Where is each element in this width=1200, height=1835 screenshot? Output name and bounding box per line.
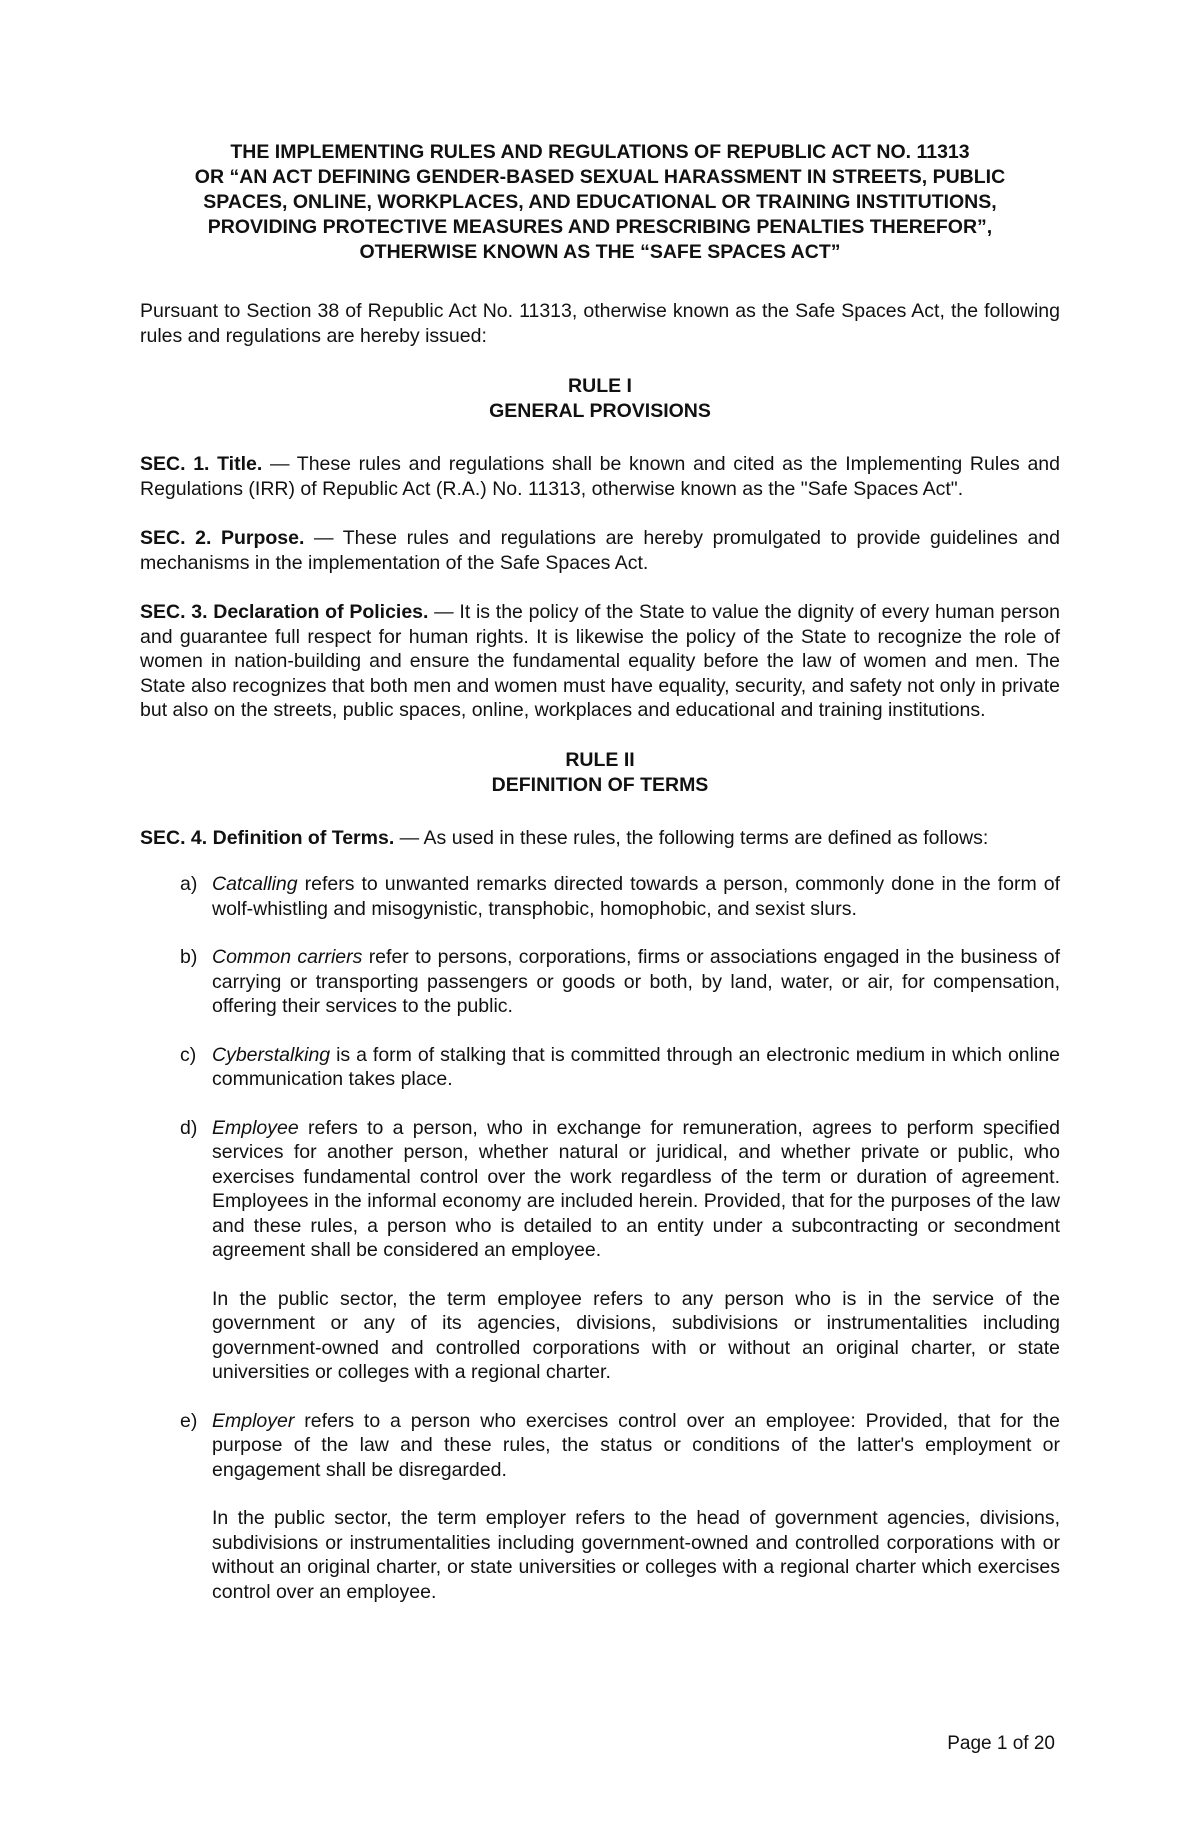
- section-text: — These rules and regulations are hereby promulgated to provide guidelines and mechanisms in the implementation of the Safe Spaces Act.: [140, 527, 1060, 574]
- definition-subparagraph: In the public sector, the term employee refers to any person who is in the service of the government or any of its agencies, divisions, subdivisions or instrumentalities including government-owned and controlled corporations with or without an original charter, or state universities or colleges with a regional charter.: [212, 1287, 1060, 1383]
- list-marker: e): [180, 1409, 198, 1432]
- definition-item: [140, 1409, 1060, 1605]
- section-1: [140, 452, 1060, 501]
- definition-item: [140, 872, 1060, 921]
- definition-item: [140, 1116, 1060, 1385]
- section-text: — As used in these rules, the following terms are defined as follows:: [394, 826, 989, 849]
- definition-body: is a form of stalking that is committed through an electronic medium in which online communication takes place.: [212, 1043, 1060, 1090]
- section-2: [140, 526, 1060, 575]
- section-text: — These rules and regulations shall be known and cited as the Implementing Rules and Regulations (IRR) of Republic Act (R.A.) No. 11313, otherwise known as the "Safe Spaces Act".: [140, 453, 1060, 500]
- definition-text: [212, 1116, 1060, 1263]
- section-heading: SEC. 1. Title.: [140, 453, 263, 475]
- section-3: [140, 600, 1060, 723]
- rule-name: GENERAL PROVISIONS: [489, 400, 711, 422]
- list-marker: c): [180, 1043, 197, 1066]
- definition-subparagraph: In the public sector, the term employer refers to the head of government agencies, divisions, subdivisions or instrumentalities including government-owned and controlled corporations with or without an original charter, or state universities or colleges with a regional charter which exercises control over an employee.: [212, 1507, 1060, 1603]
- list-marker: d): [180, 1116, 198, 1139]
- title-line: THE IMPLEMENTING RULES AND REGULATIONS OF REPUBLIC ACT NO. 11313: [230, 141, 970, 163]
- title-line: OR “AN ACT DEFINING GENDER-BASED SEXUAL HARASSMENT IN STREETS, PUBLIC: [194, 166, 1006, 188]
- section-4: [140, 826, 1060, 851]
- rule-number: RULE II: [565, 748, 635, 771]
- rule-number: RULE I: [568, 375, 632, 397]
- intro-paragraph: Pursuant to Section 38 of Republic Act No. 11313, otherwise known as the Safe Spaces Act, the following rules and regulations are hereby issued:: [140, 300, 1060, 347]
- list-marker: b): [180, 946, 198, 968]
- definition-body: refers to a person, who in exchange for remuneration, agrees to perform specified services for another person, whether natural or juridical, and whether private or public, who exercises fundamental control over the work regardless of the term or duration of agreement. Employees in the informal economy are included herein. Provided, that for the purposes of the law and these rules, a person who is detailed to an entity under a subcontracting or secondment agreement shall be considered an employee.: [212, 1116, 1060, 1261]
- definition-text: [212, 1409, 1060, 1483]
- definition-body: refers to a person who exercises control over an employee: Provided, that for the purpose of the law and these rules, the status or conditions of the latter's employment or engagement shall be disregarded.: [212, 1409, 1060, 1481]
- title-line: PROVIDING PROTECTIVE MEASURES AND PRESCRIBING PENALTIES THEREFOR”,: [207, 216, 993, 238]
- definition-item: [140, 945, 1060, 1019]
- section-heading: SEC. 2. Purpose.: [140, 527, 305, 549]
- definition-text: [212, 1043, 1060, 1092]
- title-line: SPACES, ONLINE, WORKPLACES, AND EDUCATIONAL OR TRAINING INSTITUTIONS,: [203, 191, 997, 213]
- defined-term: Employer: [212, 1409, 295, 1432]
- list-marker: a): [180, 873, 198, 895]
- section-heading: SEC. 3. Declaration of Policies.: [140, 601, 429, 623]
- definition-item: [140, 1043, 1060, 1092]
- rule-heading: [140, 374, 1060, 424]
- definition-text: [212, 945, 1060, 1019]
- defined-term: Common carriers: [212, 946, 363, 968]
- defined-term: Cyberstalking: [212, 1043, 331, 1066]
- defined-term: Catcalling: [212, 873, 298, 895]
- page-number: Page 1 of 20: [947, 1733, 1055, 1754]
- document-title: [140, 140, 1060, 265]
- defined-term: Employee: [212, 1116, 299, 1139]
- definition-body: refers to unwanted remarks directed towards a person, commonly done in the form of wolf-whistling and misogynistic, transphobic, homophobic, and sexist slurs.: [212, 873, 1060, 920]
- rule-name: DEFINITION OF TERMS: [491, 773, 709, 796]
- page-content: [140, 140, 1060, 1628]
- rule-heading: [140, 748, 1060, 798]
- section-heading: SEC. 4. Definition of Terms.: [140, 826, 395, 849]
- title-line: OTHERWISE KNOWN AS THE “SAFE SPACES ACT”: [359, 241, 841, 263]
- definition-body: refer to persons, corporations, firms or associations engaged in the business of carrying or transporting passengers or goods or both, by land, water, or air, for compensation, offering their services to the public.: [212, 946, 1060, 1017]
- section-text: — It is the policy of the State to value the dignity of every human person and guarantee full respect for human rights. It is likewise the policy of the State to recognize the role of women in nation-building and ensure the fundamental equality before the law of women and men. The State also recognizes that both men and women must have equality, security, and safety not only in private but also on the streets, public spaces, online, workplaces and educational and training institutions.: [140, 601, 1060, 721]
- definition-text: [212, 872, 1060, 921]
